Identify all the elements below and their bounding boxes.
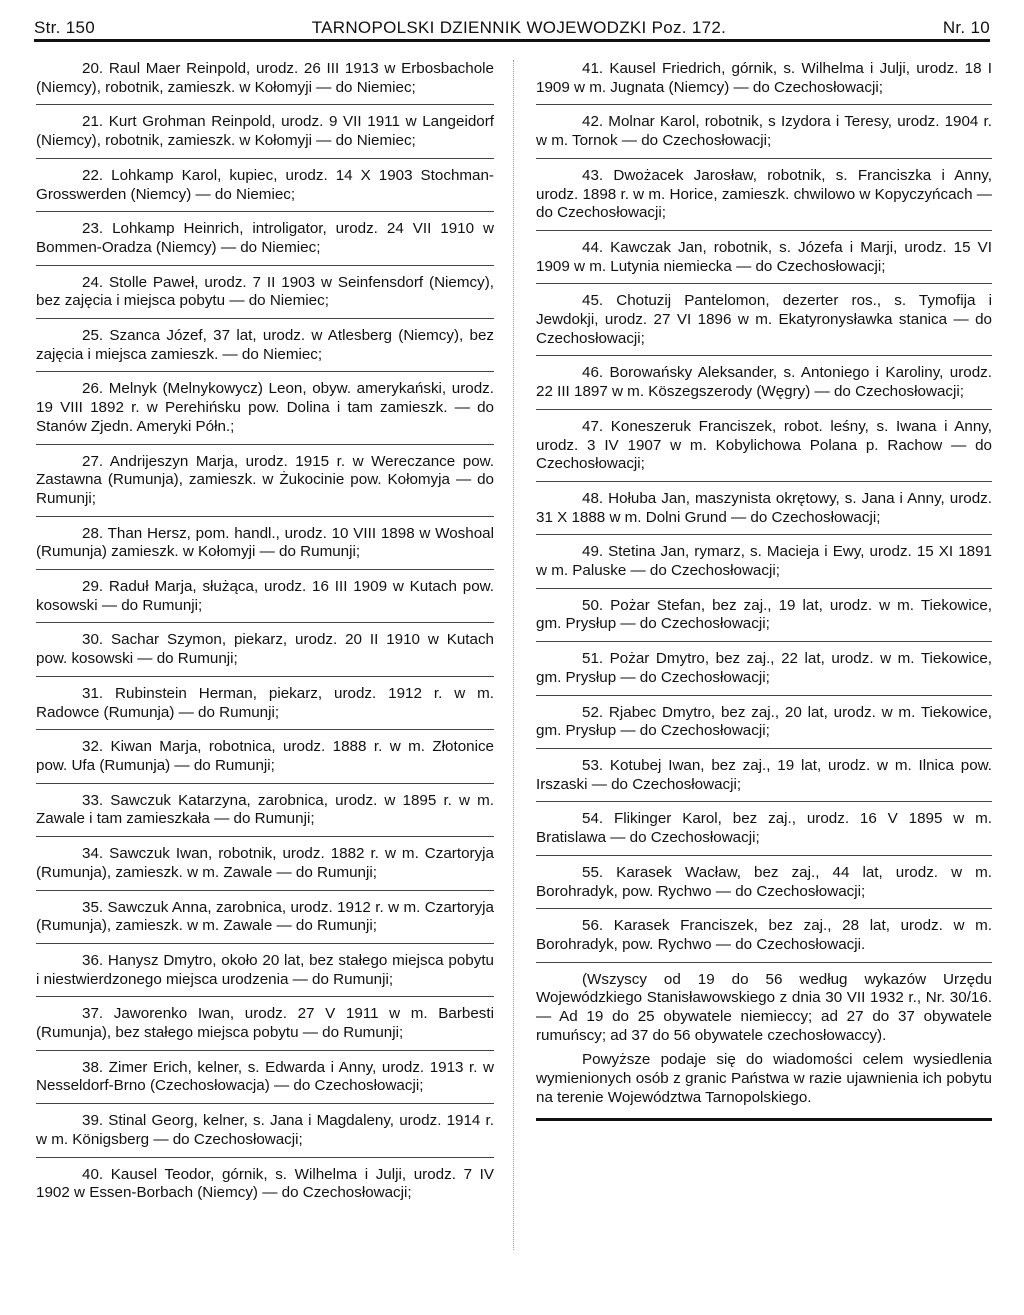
entry-rule — [36, 783, 494, 784]
entry-rule — [36, 1103, 494, 1104]
list-entry: 29. Raduł Marja, służąca, urodz. 16 III 1909 w Kutach pow. kosowski — do Rumunji; — [36, 578, 494, 614]
journal-title: TARNOPOLSKI DZIENNIK WOJEWODZKI Poz. 172. — [311, 18, 727, 37]
list-entry: 21. Kurt Grohman Reinpold, urodz. 9 VII 1911 w Langeidorf (Niemcy), robotnik, zamieszk. w Kołomyji — do Niemiec; — [36, 113, 494, 150]
entry-rule — [36, 371, 494, 372]
list-entry: 23. Lohkamp Heinrich, introligator, urodz. 24 VII 1910 w Bommen-Oradza (Niemcy) — do Niemiec; — [36, 220, 494, 256]
entry-rule — [36, 516, 494, 517]
list-entry: 33. Sawczuk Katarzyna, zarobnica, urodz. w 1895 r. w m. Zawale i tam zamieszkała — do Rumunji; — [36, 791, 494, 828]
column-divider — [513, 60, 514, 1250]
entry-rule — [36, 676, 494, 677]
entry-rule — [536, 534, 992, 535]
list-entry: 25. Szanca Józef, 37 lat, urodz. w Atlesberg (Niemcy), bez zajęcia i miejsca zamieszk. — do Niemiec; — [36, 327, 494, 363]
entry-rule — [536, 409, 992, 410]
explanatory-note: (Wszyscy od 19 do 56 według wykazów Urzędu Wojewódzkiego Stanisławowskiego z dnia 30 VII 1932 r., Nr. 30/16. — Ad 19 do 25 obywatele niemieccy; ad 27 do 37 obywatele rumuńscy; ad 37 do 56 obywatele czechosłowaccy). — [536, 970, 992, 1044]
list-entry: 45. Chotuzij Pantelomon, dezerter ros., s. Tymofija i Jewdokji, urodz. 27 VI 1896 w m. Ekatyronysławka stanica — do Czechosłowacji; — [536, 292, 992, 347]
entry-rule — [536, 855, 992, 856]
entry-rule — [536, 283, 992, 284]
issue-number: Nr. 10 — [942, 18, 990, 37]
entry-rule — [36, 622, 494, 623]
list-entry: 26. Melnyk (Melnykowycz) Leon, obyw. amerykański, urodz. 19 VIII 1892 r. w Perehińsku pow. Dolina i tam zamieszk. — do Stanów Zjedn. Ameryki Półn.; — [36, 380, 494, 435]
footer-rule — [536, 1118, 992, 1121]
page-number: Str. 150 — [34, 18, 95, 37]
page-header — [34, 12, 990, 38]
list-entry: 34. Sawczuk Iwan, robotnik, urodz. 1882 r. w m. Czartoryja (Rumunja), zamieszk. w m. Zawale — do Rumunji; — [36, 845, 494, 881]
list-entry: 35. Sawczuk Anna, zarobnica, urodz. 1912 r. w m. Czartoryja (Rumunja), zamieszk. w m. Zawale — do Rumunji; — [36, 898, 494, 935]
list-entry: 42. Molnar Karol, robotnik, s Izydora i Teresy, urodz. 1904 r. w m. Tornok — do Czechosłowacji; — [536, 113, 992, 150]
entry-rule — [36, 211, 494, 212]
entry-rule — [536, 355, 992, 356]
list-entry: 55. Karasek Wacław, bez zaj., 44 lat, urodz. w m. Borohradyk, pow. Rychwo — do Czechosłowacji; — [536, 863, 992, 900]
entry-rule — [536, 695, 992, 696]
list-entry: 37. Jaworenko Iwan, urodz. 27 V 1911 w m. Barbesti (Rumunja), bez stałego miejsca pobytu — do Rumunji; — [36, 1005, 494, 1042]
entry-rule — [36, 943, 494, 944]
entry-rule — [536, 588, 992, 589]
list-entry: 48. Hołuba Jan, maszynista okrętowy, s. Jana i Anny, urodz. 31 X 1888 w m. Dolni Grund — do Czechosłowacji; — [536, 489, 992, 526]
list-entry: 43. Dwożacek Jarosław, robotnik, s. Franciszka i Anny, urodz. 1898 r. w m. Horice, zamieszk. chwilowo w Kopyczyńcach — do Czechosłowacji; — [536, 166, 992, 222]
right-column — [536, 60, 992, 1121]
list-entry: 46. Borowańsky Aleksander, s. Antoniego i Karoliny, urodz. 22 III 1897 w m. Köszegszerody (Węgry) — do Czechosłowacji; — [536, 364, 992, 401]
left-column — [36, 60, 494, 1203]
list-entry: 22. Lohkamp Karol, kupiec, urodz. 14 X 1903 Stochman-Grosswerden (Niemcy) — do Niemiec; — [36, 166, 494, 203]
list-entry: 41. Kausel Friedrich, górnik, s. Wilhelma i Julji, urodz. 18 I 1909 w m. Jugnata (Niemcy) — do Czechosłowacji; — [536, 60, 992, 96]
list-entry: 27. Andrijeszyn Marja, urodz. 1915 r. w Wereczance pow. Zastawna (Rumunja), zamieszk. w Żukocinie pow. Kołomyja — do Rumunji; — [36, 452, 494, 507]
entry-rule — [36, 890, 494, 891]
list-entry: 50. Pożar Stefan, bez zaj., 19 lat, urodz. w m. Tiekowice, gm. Prysłup — do Czechosłowacji; — [536, 596, 992, 633]
list-entry: 32. Kiwan Marja, robotnica, urodz. 1888 r. w m. Złotonice pow. Ufa (Rumunja) — do Rumunji; — [36, 738, 494, 774]
list-entry: 47. Koneszeruk Franciszek, robot. leśny, s. Iwana i Anny, urodz. 3 IV 1907 w m. Kobylichowa Polana p. Rachow — do Czechosłowacji; — [536, 417, 992, 473]
entry-rule — [536, 641, 992, 642]
list-entry: 30. Sachar Szymon, piekarz, urodz. 20 II 1910 w Kutach pow. kosowski — do Rumunji; — [36, 631, 494, 668]
entry-rule — [536, 230, 992, 231]
entry-rule — [536, 104, 992, 105]
list-entry: 31. Rubinstein Herman, piekarz, urodz. 1912 r. w m. Radowce (Rumunja) — do Rumunji; — [36, 684, 494, 721]
closing-note: Powyższe podaje się do wiadomości celem wysiedlenia wymienionych osób z granic Państwa w razie ujawnienia ich pobytu na terenie Województwa Tarnopolskiego. — [536, 1051, 992, 1106]
entry-rule — [36, 836, 494, 837]
entry-rule — [36, 265, 494, 266]
list-entry: 53. Kotubej Iwan, bez zaj., 19 lat, urodz. w m. Ilnica pow. Irszaski — do Czechosłowacji; — [536, 756, 992, 793]
list-entry: 49. Stetina Jan, rymarz, s. Macieja i Ewy, urodz. 15 XI 1891 w m. Paluske — do Czechosłowacji; — [536, 543, 992, 580]
entry-rule — [36, 1050, 494, 1051]
list-entry: 20. Raul Maer Reinpold, urodz. 26 III 1913 w Erbosbachole (Niemcy), robotnik, zamieszk. w Kołomyji — do Niemiec; — [36, 60, 494, 96]
entry-rule — [36, 729, 494, 730]
entry-rule — [36, 104, 494, 105]
entry-rule — [36, 1157, 494, 1158]
entry-rule — [536, 801, 992, 802]
list-entry: 36. Hanysz Dmytro, około 20 lat, bez stałego miejsca pobytu i niestwierdzonego miejsca urodzenia — do Rumunji; — [36, 951, 494, 988]
list-entry: 24. Stolle Paweł, urodz. 7 II 1903 w Seinfensdorf (Niemcy), bez zajęcia i miejsca pobytu — do Niemiec; — [36, 273, 494, 310]
list-entry: 38. Zimer Erich, kelner, s. Edwarda i Anny, urodz. 1913 r. w Nesseldorf-Brno (Czechosłowacja) — do Czechosłowacji; — [36, 1058, 494, 1095]
list-entry: 54. Flikinger Karol, bez zaj., urodz. 16 V 1895 w m. Bratislawa — do Czechosłowacji; — [536, 810, 992, 847]
list-entry: 56. Karasek Franciszek, bez zaj., 28 lat, urodz. w m. Borohradyk, pow. Rychwo — do Czechosłowacji. — [536, 917, 992, 953]
list-entry: 51. Pożar Dmytro, bez zaj., 22 lat, urodz. w m. Tiekowice, gm. Prysłup — do Czechosłowacji; — [536, 650, 992, 686]
list-entry: 40. Kausel Teodor, górnik, s. Wilhelma i Julji, urodz. 7 IV 1902 w Essen-Borbach (Niemcy) — do Czechosłowacji; — [36, 1165, 494, 1202]
list-entry: 28. Than Hersz, pom. handl., urodz. 10 VIII 1898 w Woshoal (Rumunja) zamieszk. w Kołomyji — do Rumunji; — [36, 524, 494, 561]
entry-rule — [536, 158, 992, 159]
entry-rule — [36, 569, 494, 570]
header-rule — [34, 39, 990, 42]
entry-rule — [36, 996, 494, 997]
entry-rule — [36, 318, 494, 319]
entry-rule — [36, 444, 494, 445]
list-entry: 52. Rjabec Dmytro, bez zaj., 20 lat, urodz. w m. Tiekowice, gm. Prysłup — do Czechosłowacji; — [536, 703, 992, 740]
list-entry: 44. Kawczak Jan, robotnik, s. Józefa i Marji, urodz. 15 VI 1909 w m. Lutynia niemiecka — do Czechosłowacji; — [536, 238, 992, 275]
entry-rule — [536, 481, 992, 482]
entry-rule — [536, 748, 992, 749]
list-entry: 39. Stinal Georg, kelner, s. Jana i Magdaleny, urodz. 1914 r. w m. Königsberg — do Czechosłowacji; — [36, 1112, 494, 1148]
entry-rule — [536, 962, 992, 963]
entry-rule — [536, 908, 992, 909]
entry-rule — [36, 158, 494, 159]
